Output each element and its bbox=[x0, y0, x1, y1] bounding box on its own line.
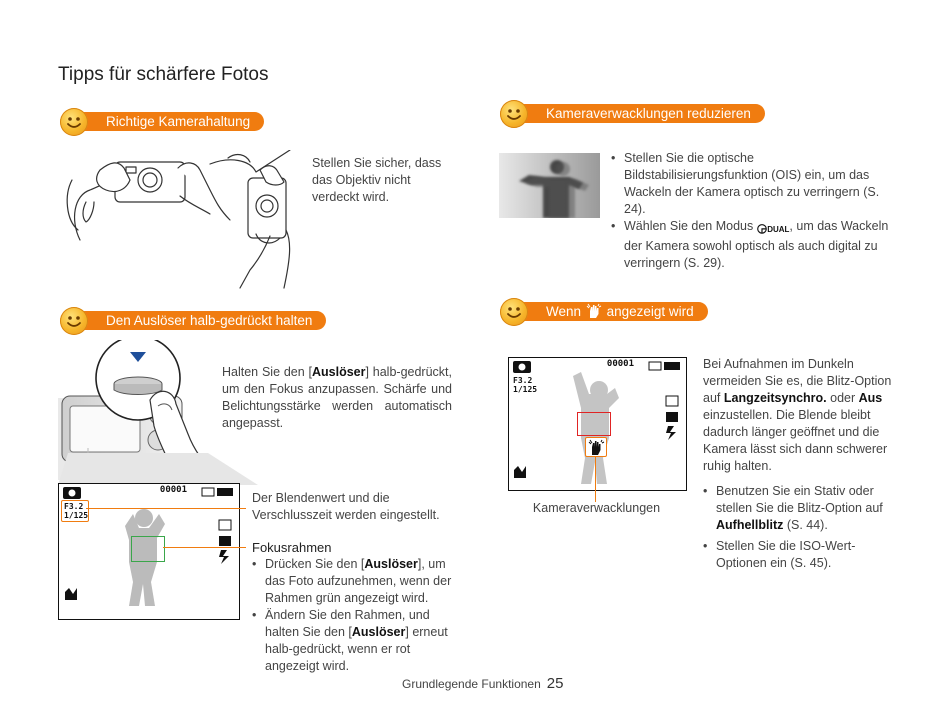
section-heading-shake bbox=[512, 104, 765, 123]
lcd-shutter: 1/125 bbox=[513, 385, 538, 394]
section-heading-hold-label: Richtige Kamerahaltung bbox=[106, 114, 251, 129]
smiley-icon bbox=[500, 298, 528, 326]
blurry-photo bbox=[499, 153, 600, 218]
list-item bbox=[252, 556, 452, 607]
warning-text-part: oder bbox=[826, 391, 859, 405]
shutter-text-bold: Auslöser bbox=[311, 365, 366, 379]
list-item-bold: Auslöser bbox=[351, 625, 406, 639]
list-item-text: ] erneut halb-gedrückt, wenn er rot angezeigt wird. bbox=[265, 625, 448, 673]
list-item-bold: Auslöser bbox=[364, 557, 418, 571]
page-number: 25 bbox=[546, 675, 564, 692]
focus-frame-green bbox=[131, 536, 165, 562]
focus-frame-red bbox=[577, 412, 611, 436]
callout-line-focus bbox=[163, 547, 246, 548]
hold-text: Stellen Sie sicher, dass das Objektiv nicht verdeckt wird. bbox=[312, 156, 442, 204]
lcd-counter: 00001 bbox=[159, 485, 187, 495]
hand-shake-icon bbox=[586, 438, 606, 456]
list-item-text: Ändern Sie den Rahmen, und halten Sie den [ bbox=[265, 608, 430, 639]
section-heading-warning-label: Wenn bbox=[546, 304, 582, 319]
list-item bbox=[703, 483, 893, 534]
callout-line-shake bbox=[595, 456, 596, 502]
shutter-text bbox=[222, 364, 452, 432]
lcd-aperture: F3.2 bbox=[513, 376, 533, 385]
lcd-counter: 00001 bbox=[606, 359, 634, 369]
callout-line-exposure bbox=[86, 508, 246, 509]
section-heading-shake-label: Kameraverwacklungen reduzieren bbox=[546, 106, 751, 121]
list-item-text: ], um das Foto aufzunehmen, wenn der Rahmen grün angezeigt wird. bbox=[265, 557, 452, 605]
camera-holding-illustration bbox=[60, 150, 310, 290]
warning-text-part: Bei Aufnahmen im Dunkeln vermeiden Sie es, die Blitz-Option auf bbox=[703, 357, 892, 405]
list-item-bold: Aufhellblitz bbox=[716, 518, 784, 532]
shake-caption: Kameraverwacklungen bbox=[532, 501, 661, 515]
shake-list bbox=[611, 150, 896, 272]
lcd-screen-focus bbox=[58, 483, 240, 620]
warning-text-bold: Aus bbox=[858, 391, 883, 405]
list-item-text: , um das Wackeln der Kamera sowohl optisch als auch digital zu verringern (S. 29). bbox=[624, 219, 889, 270]
dual-mode-icon-label: DUAL bbox=[767, 225, 790, 234]
section-heading-hold bbox=[72, 112, 264, 131]
shutter-text-part: ] halb-gedrückt, um den Fokus anzupassen. Schärfe und Belichtungsstärke werden automatisch angepasst. bbox=[222, 365, 452, 430]
page-footer bbox=[402, 675, 563, 692]
list-item bbox=[252, 607, 452, 675]
lcd-aperture: F3.2 bbox=[64, 502, 84, 511]
lcd-screen-shake bbox=[508, 357, 687, 491]
smiley-icon bbox=[60, 108, 88, 136]
focus-frame-list bbox=[252, 556, 452, 675]
footer-section: Grundlegende Funktionen bbox=[402, 677, 541, 691]
smiley-icon bbox=[60, 307, 88, 335]
illustration-shadow bbox=[58, 453, 258, 485]
list-item-text: Wählen Sie den Modus bbox=[624, 219, 757, 233]
lcd-exposure bbox=[64, 502, 88, 520]
page-title: Tipps für schärfere Fotos bbox=[58, 64, 269, 85]
warning-text-bold: Langzeitsynchro. bbox=[723, 391, 827, 405]
focus-frame-title: Fokusrahmen bbox=[252, 540, 332, 555]
lcd-exposure bbox=[513, 376, 537, 394]
section-heading-shutter bbox=[72, 311, 326, 330]
list-item-text: Benutzen Sie ein Stativ oder stellen Sie die Blitz-Option auf bbox=[716, 484, 883, 515]
warning-text-part: einzustellen. Die Blende bleibt dadurch länger geöffnet und die Kamera lässt sich dann schwerer ruhig halten. bbox=[703, 408, 888, 473]
list-item-text: (S. 44). bbox=[783, 518, 828, 532]
shutter-text-part: Halten Sie den [ bbox=[222, 365, 312, 379]
warning-list bbox=[703, 483, 893, 572]
lcd-shutter: 1/125 bbox=[64, 511, 89, 520]
list-item bbox=[611, 218, 896, 272]
section-heading-warning-label: angezeigt wird bbox=[606, 304, 694, 319]
dual-mode-icon: ◶DUAL bbox=[756, 221, 790, 235]
exposure-callout: Der Blendenwert und die Verschlusszeit werden eingestellt. bbox=[252, 491, 440, 522]
warning-text bbox=[703, 356, 893, 475]
list-item: • Stellen Sie die optische Bildstabilisierungsfunktion (OIS) ein, um das Wackeln der Kamera optisch zu verringern (S. 24). bbox=[611, 150, 896, 218]
smiley-icon bbox=[500, 100, 528, 128]
section-heading-warning bbox=[512, 302, 708, 321]
section-heading-shutter-label: Den Auslöser halb-gedrückt halten bbox=[106, 313, 313, 328]
list-item: • Stellen Sie die ISO-Wert-Optionen ein (S. 45). bbox=[703, 538, 893, 572]
list-item-text: Drücken Sie den [ bbox=[265, 557, 365, 571]
hand-shake-icon bbox=[586, 303, 602, 319]
shake-warning-highlight bbox=[585, 437, 607, 457]
